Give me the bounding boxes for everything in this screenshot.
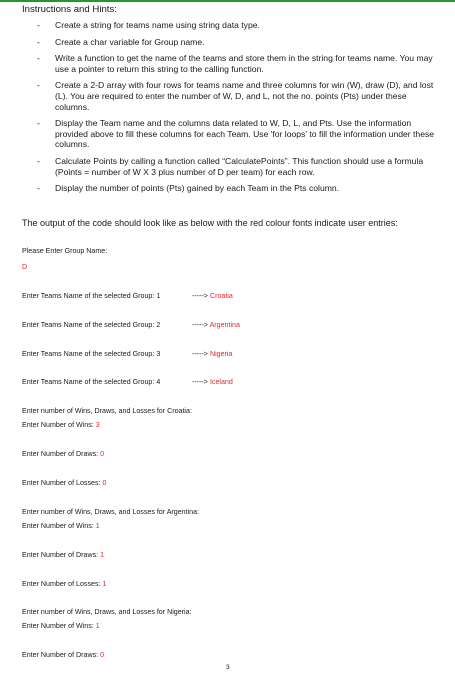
- instructions-heading: Instructions and Hints:: [22, 4, 117, 15]
- bullet-dash: -: [37, 20, 40, 30]
- hints-list: [0, 20, 455, 200]
- draws-line: Enter Number of Draws: 1: [22, 551, 105, 559]
- wins-value: 3: [95, 421, 100, 429]
- hint-text: Write a function to get the name of the teams and store them in the string for teams name. You may use a pointer to return this string to the calling function.: [55, 53, 433, 74]
- bullet-dash: -: [37, 53, 40, 64]
- losses-line: Enter Number of Losses: 0: [22, 479, 107, 487]
- bullet-dash: -: [37, 118, 40, 129]
- bullet-dash: -: [37, 80, 40, 91]
- bullet-dash: -: [37, 36, 40, 47]
- page-number: 3: [226, 664, 230, 671]
- wins-line: Enter Number of Wins: 1: [22, 622, 100, 630]
- hint-text: Create a string for teams name using string data type.: [55, 20, 260, 30]
- wdl-header-nigeria: Enter number of Wins, Draws, and Losses for Nigeria:: [22, 608, 192, 616]
- draws-line: Enter Number of Draws: 0: [22, 651, 105, 659]
- team-value: Argentina: [209, 321, 240, 329]
- team-prompt-4: [22, 378, 233, 386]
- team-prompt-arrow: -----> Croatia: [192, 292, 233, 300]
- team-prompt-label: Enter Teams Name of the selected Group: 4: [22, 378, 161, 386]
- team-prompt-label: Enter Teams Name of the selected Group: 2: [22, 321, 161, 329]
- draws-value: 0: [100, 651, 105, 659]
- hint-item: [0, 156, 455, 177]
- wdl-header-argentina: Enter number of Wins, Draws, and Losses for Argentina:: [22, 508, 200, 516]
- team-prompt-label: Enter Teams Name of the selected Group: 3: [22, 350, 161, 358]
- hint-item: [0, 53, 455, 74]
- hint-text: Create a char variable for Group name.: [55, 36, 205, 47]
- draws-value: 1: [100, 551, 105, 559]
- draws-value: 0: [100, 450, 105, 458]
- team-value: Croatia: [209, 292, 233, 300]
- team-prompt-arrow: -----> Nigeria: [192, 350, 233, 358]
- hint-item: [0, 37, 455, 48]
- draws-line: Enter Number of Draws: 0: [22, 450, 105, 458]
- team-prompt-3: [22, 350, 233, 358]
- team-value: Iceland: [209, 378, 233, 386]
- team-prompt-2: [22, 321, 240, 329]
- hint-text: Calculate Points by calling a function called “CalculatePoints”. This function should use a formula (Points = number of W X 3 plus number of D per team) for each row.: [55, 155, 424, 177]
- wins-line: Enter Number of Wins: 3: [22, 421, 100, 429]
- wins-line: Enter Number of Wins: 1: [22, 522, 100, 530]
- hint-item: [0, 80, 455, 112]
- hint-text: Display the Team name and the columns data related to W, D, L, and Pts. Use the information provided above to fill these columns for each Team. Use 'for loops' to fill the information under these columns.: [55, 118, 435, 150]
- output-intro: The output of the code should look like as below with the red colour fonts indicate user entries:: [22, 218, 398, 228]
- wdl-header-croatia: Enter number of Wins, Draws, and Losses for Croatia:: [22, 407, 192, 415]
- hint-text: Display the number of points (Pts) gained by each Team in the Pts column.: [55, 183, 340, 194]
- team-value: Nigeria: [209, 350, 233, 358]
- losses-value: 0: [102, 479, 107, 487]
- group-prompt: Please Enter Group Name:: [22, 247, 108, 255]
- losses-line: Enter Number of Losses: 1: [22, 580, 107, 588]
- wins-value: 1: [95, 522, 100, 530]
- team-prompt-arrow: -----> Iceland: [192, 378, 233, 386]
- bullet-dash: -: [37, 183, 40, 194]
- hint-item: [0, 118, 455, 150]
- team-prompt-arrow: -----> Argentina: [192, 321, 240, 329]
- group-value: D: [22, 263, 28, 271]
- wins-value: 1: [95, 622, 100, 630]
- hint-text: Create a 2-D array with four rows for teams name and three columns for win (W), draw (D), and lost (L). You are required to enter the number of W, D, and L, not the no. points (Pts) under these columns.: [55, 80, 434, 112]
- top-border-line: [0, 0, 455, 2]
- hint-item: [0, 20, 455, 31]
- team-prompt-label: Enter Teams Name of the selected Group: 1: [22, 292, 161, 300]
- bullet-dash: -: [37, 155, 40, 166]
- hint-item: [0, 183, 455, 194]
- team-prompt-1: [22, 292, 233, 300]
- losses-value: 1: [102, 580, 107, 588]
